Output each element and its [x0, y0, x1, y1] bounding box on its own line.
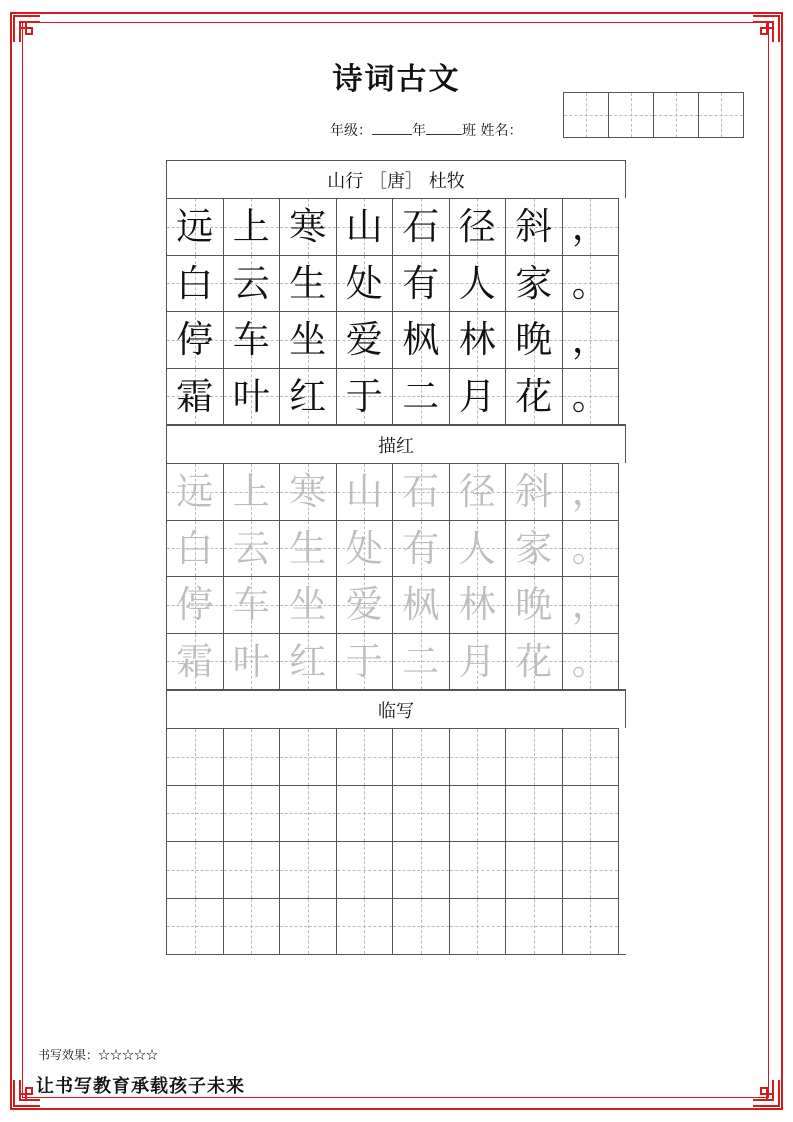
poem-character: 云 — [232, 261, 270, 305]
poem-character: 山 — [345, 205, 383, 249]
grid-cell[interactable] — [449, 728, 507, 786]
grid-cell[interactable] — [166, 785, 224, 843]
grid-cell[interactable] — [562, 463, 620, 521]
trace-row — [166, 520, 626, 577]
poem-character: 红 — [289, 639, 327, 683]
grid-cell[interactable] — [223, 841, 281, 899]
grid-cell[interactable] — [336, 520, 394, 578]
trace-heading: 描红 — [166, 425, 626, 463]
grid-cell[interactable] — [392, 520, 450, 578]
poem-character: ， — [571, 583, 609, 627]
grid-cell[interactable] — [449, 633, 507, 691]
grid-cell[interactable] — [336, 841, 394, 899]
grid-cell — [505, 311, 563, 369]
grid-cell — [392, 255, 450, 313]
poem-character: 林 — [458, 318, 496, 362]
poem-character: 车 — [232, 583, 270, 627]
name-label: 姓名： — [480, 123, 523, 139]
poem-character: 上 — [232, 470, 270, 514]
poem-character: 处 — [345, 261, 383, 305]
grid-cell — [449, 255, 507, 313]
poem-character: 叶 — [232, 374, 270, 418]
poem-character: 远 — [176, 470, 214, 514]
copy-row — [166, 841, 626, 898]
poem-row — [166, 255, 626, 312]
grid-cell — [336, 255, 394, 313]
name-box-grid[interactable] — [564, 92, 744, 138]
poem-character: ， — [571, 205, 609, 249]
grid-cell[interactable] — [562, 841, 620, 899]
grid-cell — [166, 255, 224, 313]
poem-character: 坐 — [289, 318, 327, 362]
grid-cell — [223, 368, 281, 426]
trace-row — [166, 463, 626, 520]
corner-ornament-top-right-icon — [751, 14, 781, 44]
grid-cell[interactable] — [279, 463, 337, 521]
grid-cell[interactable] — [279, 576, 337, 634]
grid-cell[interactable] — [505, 576, 563, 634]
grid-cell — [166, 311, 224, 369]
grid-cell — [449, 198, 507, 256]
grid-cell[interactable] — [223, 898, 281, 956]
grid-cell — [562, 255, 620, 313]
grid-cell — [279, 255, 337, 313]
grid-cell[interactable] — [336, 633, 394, 691]
name-box-cell[interactable] — [653, 92, 699, 138]
grid-cell[interactable] — [562, 785, 620, 843]
poem-character: 二 — [402, 639, 440, 683]
grid-cell[interactable] — [505, 633, 563, 691]
poem-character: 山 — [345, 470, 383, 514]
grid-cell[interactable] — [279, 841, 337, 899]
poem-character: 林 — [458, 583, 496, 627]
poem-character: 叶 — [232, 639, 270, 683]
poem-character: 晚 — [515, 583, 553, 627]
poem-character: 径 — [458, 205, 496, 249]
grid-cell[interactable] — [392, 841, 450, 899]
writing-rating: 书写效果：☆☆☆☆☆ — [38, 1048, 159, 1062]
grid-cell[interactable] — [166, 841, 224, 899]
name-box-cell[interactable] — [698, 92, 744, 138]
grid-cell — [392, 311, 450, 369]
grid-cell[interactable] — [392, 898, 450, 956]
grid-cell — [449, 368, 507, 426]
grid-cell[interactable] — [562, 728, 620, 786]
poem-row — [166, 198, 626, 255]
grid-cell[interactable] — [336, 576, 394, 634]
grid-cell[interactable] — [392, 728, 450, 786]
grid-cell[interactable] — [392, 785, 450, 843]
grid-cell[interactable] — [449, 898, 507, 956]
grid-cell — [392, 198, 450, 256]
poem-character: 生 — [289, 261, 327, 305]
poem-character: 。 — [571, 526, 609, 570]
poem-character: 家 — [515, 526, 553, 570]
grid-cell[interactable] — [279, 785, 337, 843]
student-info-line — [330, 120, 522, 140]
grid-cell[interactable] — [279, 728, 337, 786]
grid-cell[interactable] — [562, 898, 620, 956]
poem-character: 月 — [458, 374, 496, 418]
class-blank[interactable] — [426, 120, 462, 135]
grid-cell[interactable] — [223, 576, 281, 634]
grid-cell[interactable] — [166, 520, 224, 578]
poem-grid — [166, 198, 626, 425]
poem-character: 斜 — [515, 470, 553, 514]
poem-character: 。 — [571, 374, 609, 418]
poem-character: 白 — [176, 261, 214, 305]
poem-character: 有 — [402, 526, 440, 570]
poem-character: 霜 — [176, 639, 214, 683]
grid-cell[interactable] — [505, 463, 563, 521]
poem-character: 车 — [232, 318, 270, 362]
grid-cell[interactable] — [223, 463, 281, 521]
grid-cell[interactable] — [449, 520, 507, 578]
grid-cell[interactable] — [166, 728, 224, 786]
poem-character: 爱 — [345, 318, 383, 362]
corner-ornament-top-left-icon — [12, 14, 42, 44]
grid-cell[interactable] — [505, 841, 563, 899]
trace-row — [166, 633, 626, 690]
poem-character: 石 — [402, 205, 440, 249]
grade-label: 年级： — [330, 123, 372, 139]
grade-blank[interactable] — [372, 120, 412, 135]
poem-character: 停 — [176, 583, 214, 627]
grid-cell — [223, 255, 281, 313]
poem-character: ， — [571, 470, 609, 514]
poem-character: 云 — [232, 526, 270, 570]
grid-cell[interactable] — [449, 463, 507, 521]
grid-cell[interactable] — [223, 785, 281, 843]
page-title: 诗词古文 — [332, 62, 461, 97]
grid-cell — [562, 368, 620, 426]
grid-cell[interactable] — [166, 576, 224, 634]
poem-character: 枫 — [402, 583, 440, 627]
grid-cell — [166, 198, 224, 256]
grid-cell[interactable] — [166, 898, 224, 956]
grid-cell[interactable] — [392, 576, 450, 634]
grid-cell — [562, 311, 620, 369]
poem-character: 爱 — [345, 583, 383, 627]
corner-ornament-bottom-right-icon — [751, 1078, 781, 1108]
grid-cell[interactable] — [336, 463, 394, 521]
poem-character: 远 — [176, 205, 214, 249]
poem-heading: 山行 ［唐］ 杜牧 — [166, 160, 626, 198]
poem-character: 晚 — [515, 318, 553, 362]
grid-cell[interactable] — [505, 520, 563, 578]
poem-character: 枫 — [402, 318, 440, 362]
poem-character: 于 — [345, 374, 383, 418]
poem-character: 家 — [515, 261, 553, 305]
grid-cell[interactable] — [505, 728, 563, 786]
grid-cell[interactable] — [279, 633, 337, 691]
poem-character: 花 — [515, 374, 553, 418]
grid-cell — [449, 311, 507, 369]
grid-cell[interactable] — [336, 728, 394, 786]
grid-cell[interactable] — [562, 520, 620, 578]
poem-character: 人 — [458, 261, 496, 305]
grid-cell[interactable] — [336, 898, 394, 956]
poem-character: 。 — [571, 261, 609, 305]
grid-cell — [505, 255, 563, 313]
poem-character: ， — [571, 318, 609, 362]
name-box-cell[interactable] — [563, 92, 609, 138]
grid-cell — [279, 311, 337, 369]
grid-cell[interactable] — [336, 785, 394, 843]
grid-cell — [279, 368, 337, 426]
grid-cell — [336, 368, 394, 426]
poem-character: 人 — [458, 526, 496, 570]
copy-grid[interactable] — [166, 728, 626, 955]
poem-character: 寒 — [289, 470, 327, 514]
grid-cell — [279, 198, 337, 256]
poem-character: 红 — [289, 374, 327, 418]
poem-character: 于 — [345, 639, 383, 683]
footer-slogan: 让书写教育承载孩子未来 — [36, 1076, 245, 1097]
grid-cell — [336, 198, 394, 256]
poem-character: 月 — [458, 639, 496, 683]
poem-character: 霜 — [176, 374, 214, 418]
grid-cell[interactable] — [449, 576, 507, 634]
grid-cell[interactable] — [279, 520, 337, 578]
grid-cell — [223, 311, 281, 369]
poem-character: 石 — [402, 470, 440, 514]
grid-cell — [505, 368, 563, 426]
grid-cell[interactable] — [166, 633, 224, 691]
practice-sheet — [166, 160, 626, 955]
grid-cell[interactable] — [223, 520, 281, 578]
grid-cell[interactable] — [505, 898, 563, 956]
poem-character: 坐 — [289, 583, 327, 627]
poem-character: 上 — [232, 205, 270, 249]
grid-cell[interactable] — [166, 463, 224, 521]
copy-row — [166, 728, 626, 785]
grid-cell[interactable] — [392, 463, 450, 521]
poem-character: 径 — [458, 470, 496, 514]
trace-grid — [166, 463, 626, 690]
grid-cell[interactable] — [449, 841, 507, 899]
grid-cell — [505, 198, 563, 256]
grid-cell[interactable] — [392, 633, 450, 691]
poem-character: 花 — [515, 639, 553, 683]
grid-cell[interactable] — [223, 633, 281, 691]
poem-row — [166, 368, 626, 425]
copy-heading: 临写 — [166, 690, 626, 728]
year-label: 年 — [412, 123, 426, 139]
copy-row — [166, 785, 626, 842]
grid-cell — [392, 368, 450, 426]
trace-row — [166, 576, 626, 633]
name-box-cell[interactable] — [608, 92, 654, 138]
poem-character: 二 — [402, 374, 440, 418]
grid-cell — [562, 198, 620, 256]
poem-character: 斜 — [515, 205, 553, 249]
grid-cell[interactable] — [562, 633, 620, 691]
grid-cell — [223, 198, 281, 256]
poem-character: 白 — [176, 526, 214, 570]
poem-row — [166, 311, 626, 368]
poem-character: 停 — [176, 318, 214, 362]
grid-cell[interactable] — [449, 785, 507, 843]
poem-character: 。 — [571, 639, 609, 683]
grid-cell — [336, 311, 394, 369]
poem-character: 寒 — [289, 205, 327, 249]
class-label: 班 — [462, 123, 476, 139]
grid-cell[interactable] — [505, 785, 563, 843]
grid-cell[interactable] — [279, 898, 337, 956]
copy-row — [166, 898, 626, 955]
poem-character: 有 — [402, 261, 440, 305]
grid-cell[interactable] — [223, 728, 281, 786]
grid-cell[interactable] — [562, 576, 620, 634]
poem-character: 生 — [289, 526, 327, 570]
grid-cell — [166, 368, 224, 426]
poem-character: 处 — [345, 526, 383, 570]
